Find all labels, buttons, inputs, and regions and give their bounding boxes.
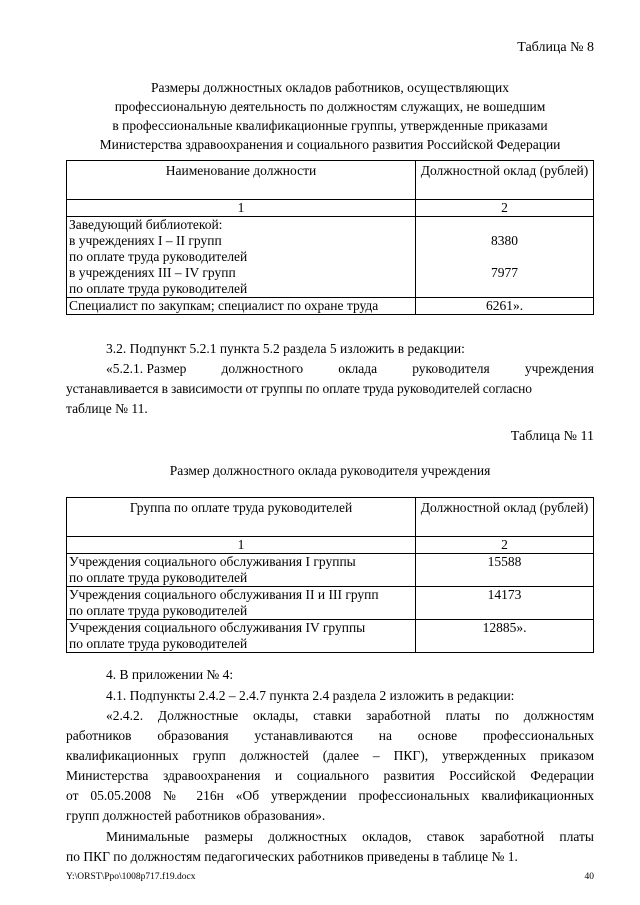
cell-line: по оплате труда руководителей [69, 603, 248, 618]
table-number-row [67, 200, 594, 217]
para-3-2-line3: устанавливается в зависимости от группы по оплате труда руководителей согласно [66, 381, 532, 396]
section4-line1: 4. В приложении № 4: [106, 667, 234, 682]
cell-line: Заведующий библиотекой: [69, 217, 223, 232]
table11-title: Размер должностного оклада руководителя учреждения [169, 463, 491, 478]
table-number-row [67, 537, 594, 554]
table8-title [40, 78, 620, 154]
table8 [66, 160, 594, 315]
word: руководителя [412, 361, 490, 376]
header-cell-salary: Должностной оклад (рублей) [416, 498, 594, 537]
page-number: 40 [584, 872, 594, 882]
cell-line: по оплате труда руководителей [69, 281, 248, 296]
cell-line: по оплате труда руководителей [69, 636, 248, 651]
para-line: от 05.05.2008 № 216н «Об утверждении профессиональных квалификационных [66, 788, 594, 803]
para-3-2-line4: таблице № 11. [66, 401, 148, 416]
salary-value: 6261». [416, 298, 594, 315]
table-header-row [67, 161, 594, 200]
position-cell [67, 298, 416, 315]
word: оклада [338, 361, 378, 376]
para-line: Минимальные размеры должностных окладов, ставок заработной платы [106, 829, 594, 844]
para-3-2-line2 [106, 359, 594, 379]
para-3-2-line1: 3.2. Подпункт 5.2.1 пункта 5.2 раздела 5 изложить в редакции: [106, 341, 465, 356]
header-cell-position: Наименование должности [67, 161, 416, 200]
position-cell [67, 217, 416, 298]
table8-title-line: профессиональную деятельность по должностям служащих, не вошедшим [114, 99, 546, 114]
cell-line: Учреждения социального обслуживания II и III групп [69, 587, 379, 602]
table8-label: Таблица № 8 [517, 40, 594, 55]
salary-cell [416, 217, 594, 298]
para-line: групп должностей работников образования». [66, 808, 326, 823]
col-number: 2 [416, 537, 594, 554]
table8-title-line: в профессиональные квалификационные группы, утвержденные приказами [112, 118, 548, 133]
word: учреждения [524, 361, 594, 376]
word: должностного [221, 361, 304, 376]
salary-value: 7977 [491, 265, 518, 280]
word: «5.2.1. Размер [106, 361, 187, 376]
salary-value: 15588 [416, 554, 594, 587]
cell-line: Учреждения социального обслуживания I группы [69, 554, 356, 569]
para-line: «2.4.2. Должностные оклады, ставки заработной платы по должностям [106, 708, 594, 723]
cell-line: в учреждениях III – IV групп [69, 265, 236, 280]
section4-paragraph-1 [66, 706, 594, 826]
cell-line: в учреждениях I – II групп [69, 233, 222, 248]
header-cell-group: Группа по оплате труда руководителей [67, 498, 416, 537]
group-cell [67, 587, 416, 620]
cell-line: по оплате труда руководителей [69, 249, 248, 264]
table11-label: Таблица № 11 [510, 429, 594, 444]
table-row [67, 620, 594, 653]
para-line: работников образования устанавливаются на основе профессиональных [66, 728, 594, 743]
table11 [66, 497, 594, 653]
footer-file-path: Y:\ORST\Ppo\1008p717.f19.docx [66, 872, 196, 882]
table-row [67, 554, 594, 587]
para-line: квалификационных групп должностей (далее – ПКГ), утвержденных приказом [66, 748, 594, 763]
table8-title-line: Размеры должностных окладов работников, осуществляющих [150, 80, 510, 95]
table8-title-line: Министерства здравоохранения и социального развития Российской Федерации [99, 137, 561, 152]
section4-line2: 4.1. Подпункты 2.4.2 – 2.4.7 пункта 2.4 раздела 2 изложить в редакции: [106, 688, 515, 703]
table-row [67, 587, 594, 620]
cell-line: Учреждения социального обслуживания IV группы [69, 620, 366, 635]
salary-value: 8380 [491, 233, 518, 248]
cell-line: Специалист по закупкам; специалист по охране труда [69, 298, 379, 313]
section4-paragraph-2 [66, 827, 594, 867]
cell-line: по оплате труда руководителей [69, 570, 248, 585]
col-number: 1 [67, 537, 416, 554]
table-row [67, 217, 594, 298]
table-row [67, 298, 594, 315]
group-cell [67, 620, 416, 653]
para-line: Министерства здравоохранения и социального развития Российской Федерации [66, 768, 594, 783]
para-line: по ПКГ по должностям педагогических работников приведены в таблице № 1. [66, 849, 518, 864]
group-cell [67, 554, 416, 587]
table-header-row [67, 498, 594, 537]
salary-value: 14173 [416, 587, 594, 620]
col-number: 2 [416, 200, 594, 217]
header-cell-salary: Должностной оклад (рублей) [416, 161, 594, 200]
salary-value: 12885». [416, 620, 594, 653]
col-number: 1 [67, 200, 416, 217]
